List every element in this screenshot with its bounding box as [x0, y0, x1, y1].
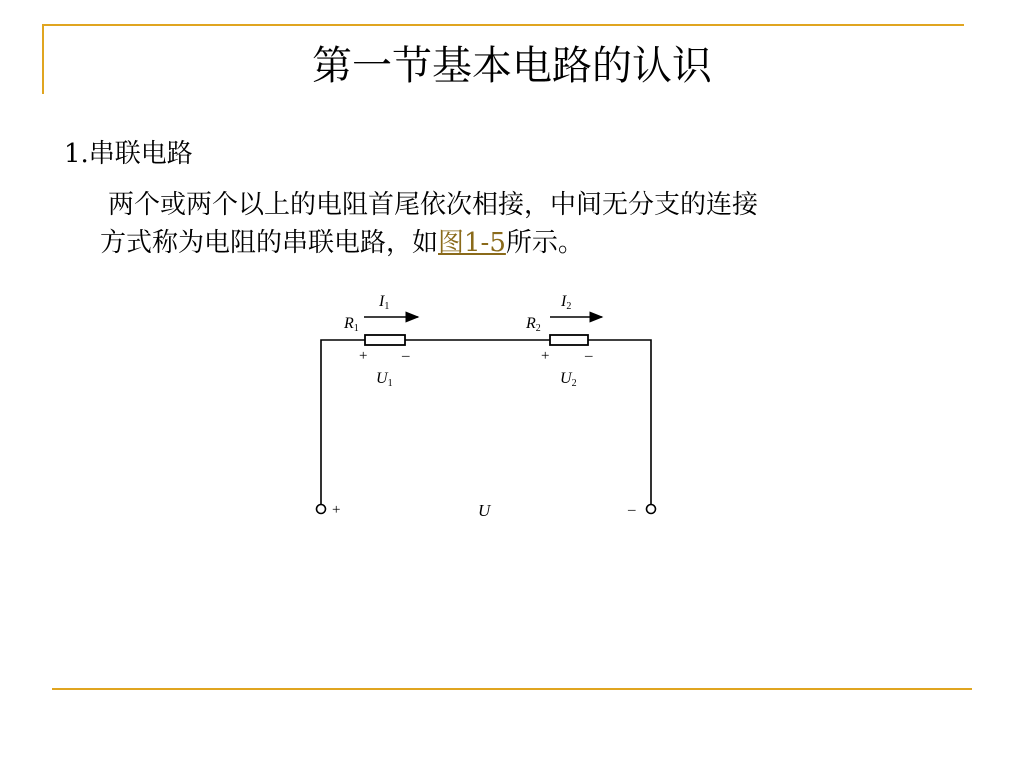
- paragraph-line-2-end: 所示。: [505, 228, 584, 258]
- terminal-negative: [647, 505, 656, 514]
- source-minus-sign: –: [628, 502, 636, 518]
- r1-minus-sign: –: [402, 348, 410, 364]
- resistor-r1: [365, 335, 405, 345]
- slide-title: 第一节基本电路的认识: [312, 43, 712, 89]
- r1-plus-sign: +: [359, 348, 368, 364]
- figure-link[interactable]: 图1-5: [438, 228, 506, 258]
- paragraph-line-2-text: 方式称为电阻的串联电路，如: [100, 228, 439, 258]
- r2-plus-sign: +: [541, 348, 550, 364]
- diagram-background: [310, 286, 666, 520]
- current-label-1: I1: [379, 293, 390, 312]
- section-heading: 1.串联电路: [64, 139, 193, 169]
- total-voltage-label: U: [478, 501, 491, 520]
- resistor-label-1: R1: [344, 315, 359, 334]
- paragraph: [100, 186, 970, 262]
- bottom-rule: [52, 688, 972, 690]
- terminal-positive: [317, 505, 326, 514]
- voltage-label-1: U1: [376, 370, 393, 389]
- paragraph-line-1: 两个或两个以上的电阻首尾依次相接，中间无分支的连接: [108, 190, 759, 220]
- resistor-r2: [550, 335, 588, 345]
- voltage-label-2: U2: [560, 370, 577, 389]
- source-plus-sign: +: [332, 502, 341, 518]
- current-label-2: I2: [561, 293, 572, 312]
- resistor-label-2: R2: [526, 315, 541, 334]
- r2-minus-sign: –: [585, 348, 593, 364]
- series-circuit-diagram: [310, 286, 666, 520]
- paragraph-line-2: [100, 224, 970, 262]
- top-rule: [42, 24, 964, 26]
